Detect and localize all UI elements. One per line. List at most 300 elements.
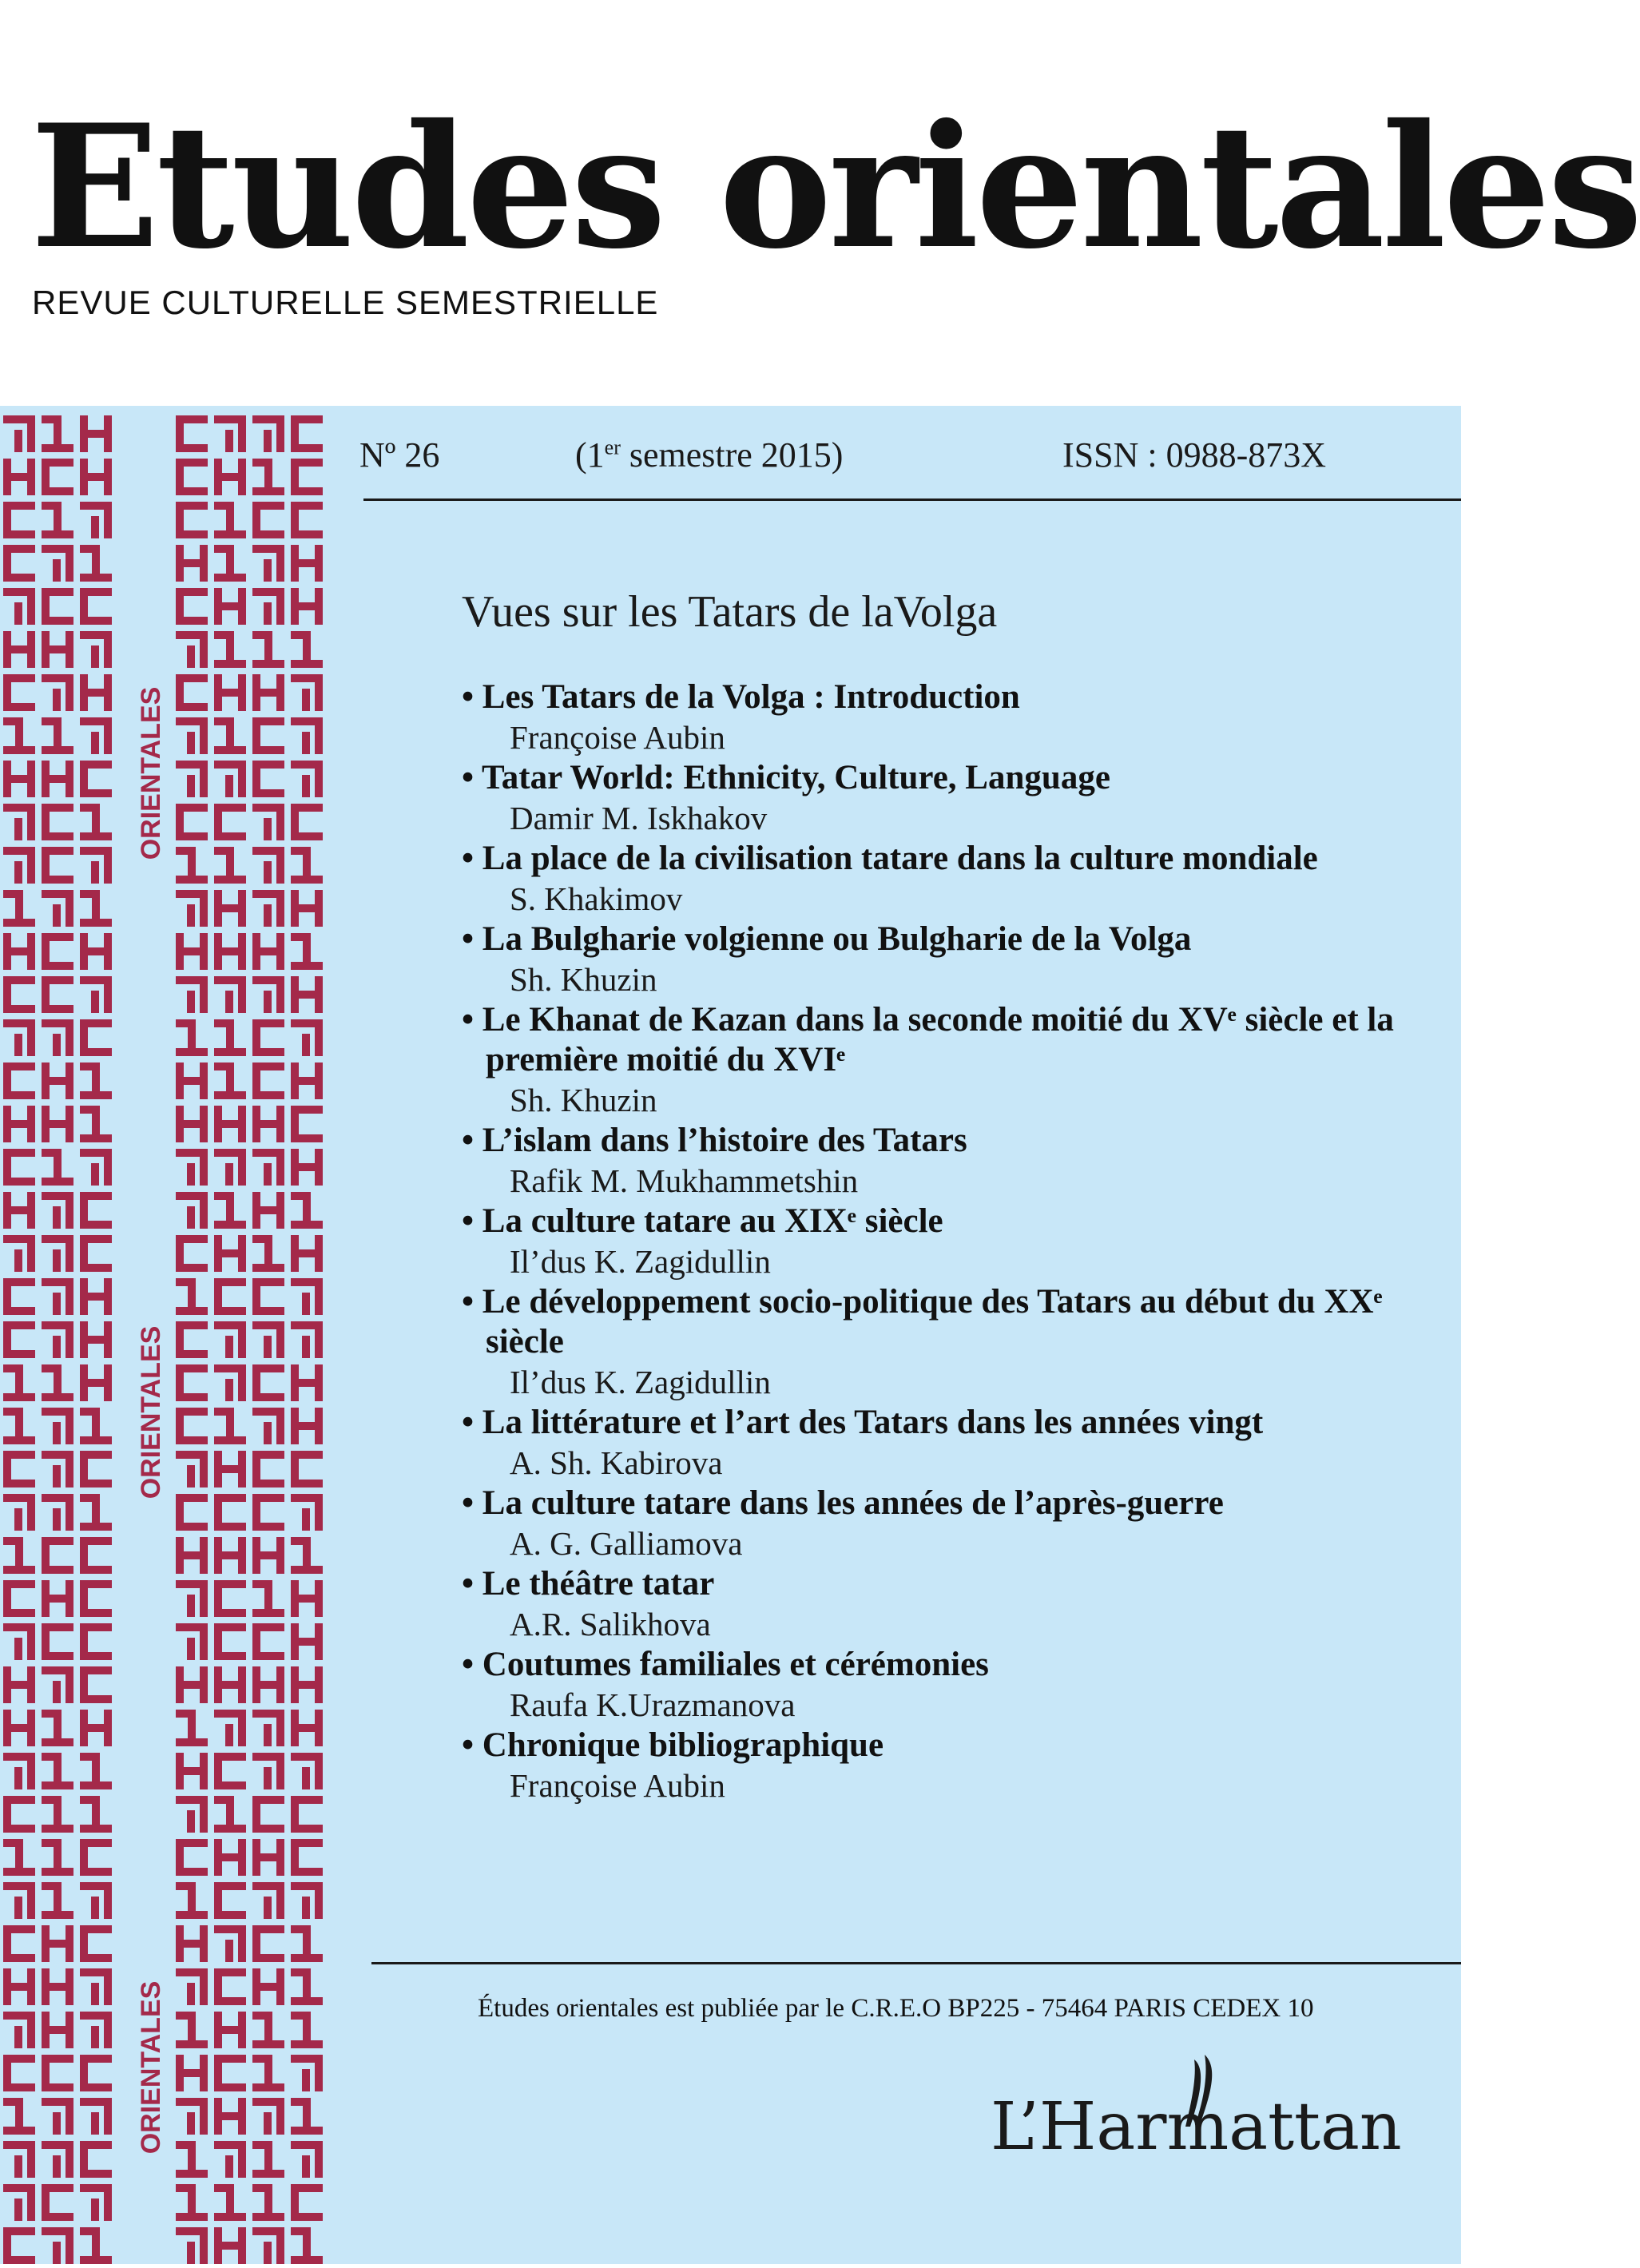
kufic-stroke [42,487,73,495]
kufic-stroke [291,2098,305,2106]
kufic-stroke [27,761,35,797]
kufic-stroke [315,1149,323,1186]
kufic-stroke [176,1393,208,1401]
kufic-stroke [104,459,112,495]
kufic-stroke [200,1580,208,1617]
kufic-stroke [80,1221,112,1229]
kufic-stroke [238,1537,246,1574]
kufic-stroke [3,530,35,538]
kufic-stroke [27,1106,35,1142]
kufic-stroke [252,1393,284,1401]
kufic-stroke [276,545,284,582]
kufic-stroke [3,2098,18,2106]
kufic-stroke [315,1753,323,1789]
kufic-stroke [42,717,56,725]
kufic-stroke [42,962,73,970]
kufic-stroke [315,976,323,1013]
kufic-stroke [291,2012,305,2020]
kufic-stroke [200,631,208,668]
kufic-stroke [276,1968,284,2005]
kufic-stroke [315,1580,323,1617]
kufic-stroke [214,2184,228,2192]
kufic-stroke [200,1106,208,1142]
kufic-stroke [291,2213,323,2221]
kufic-stroke [187,1206,195,1229]
kufic-stroke [14,602,22,625]
kufic-stroke [238,1321,246,1358]
kufic-stroke [176,703,208,711]
kufic-stroke [264,559,272,582]
kufic-stroke [315,1019,323,1056]
kufic-stroke [80,1796,94,1804]
toc-entry-author: Il’dus K. Zagidullin [510,1364,771,1400]
kufic-stroke [214,631,228,639]
kufic-stroke [3,1954,35,1962]
kufic-stroke [27,2184,35,2221]
kufic-stroke [3,1350,35,1358]
kufic-stroke [104,1968,112,2005]
kufic-stroke [42,1710,56,1718]
kufic-stroke [42,1652,73,1660]
kufic-stroke [252,1652,284,1660]
kufic-stroke [264,2242,272,2264]
kufic-stroke [264,1767,272,1789]
kufic-stroke [3,1307,35,1315]
kufic-stroke [53,1336,61,1358]
kufic-stroke [276,1408,284,1444]
kufic-stroke [187,1810,195,1833]
toc-entry-author: Il’dus K. Zagidullin [510,1243,771,1280]
issn: ISSN : 0988-873X [1062,435,1327,475]
kufic-stroke [200,1063,208,1099]
kufic-stroke [291,444,323,452]
toc-entry [462,1726,1420,1806]
kufic-stroke [214,1609,246,1617]
kufic-stroke [291,487,323,495]
semester-sup: er [604,435,621,459]
kufic-stroke [176,1523,208,1531]
kufic-stroke [91,2198,99,2221]
issue-info [359,435,1430,483]
kufic-stroke [276,1537,284,1574]
kufic-stroke [276,890,284,927]
kufic-stroke [200,1149,208,1186]
kufic-stroke [225,2155,233,2178]
toc-entry-title: • Coutumes familiales et cérémonies [462,1646,989,1683]
kufic-stroke [80,1695,112,1703]
kufic-stroke [53,1249,61,1272]
kufic-stroke [238,1149,246,1186]
kufic-stroke [238,761,246,797]
kufic-stroke [80,2083,112,2091]
kufic-stroke [104,1321,112,1358]
toc-entry [462,1484,1420,1564]
kufic-stroke [66,545,73,582]
kufic-stroke [276,1149,284,1186]
kufic-stroke [91,2112,99,2135]
kufic-stroke [176,1436,208,1444]
kufic-stroke [291,1537,305,1545]
kufic-stroke [302,689,310,711]
toc-entry-title: • La Bulgharie volgienne ou Bulgharie de la Volga [462,920,1192,958]
kufic-stroke [291,631,305,639]
kufic-stroke [264,430,272,452]
kufic-stroke [276,2098,284,2135]
kufic-stroke [53,904,61,927]
kufic-stroke [176,617,208,625]
kufic-stroke [252,1580,267,1588]
kufic-stroke [225,991,233,1013]
kufic-stroke [3,1091,35,1099]
kufic-stroke [53,1034,61,1056]
kufic-stroke [80,1494,94,1502]
kufic-stroke [27,1623,35,1660]
kufic-stroke [214,717,228,725]
toc-entry [462,1564,1420,1645]
kufic-stroke [252,1307,284,1315]
kufic-stroke [315,1408,323,1444]
kufic-stroke [315,1235,323,1272]
kufic-stroke [252,1091,284,1099]
kufic-stroke [3,1408,18,1416]
kufic-stroke [302,1767,310,1789]
kufic-stroke [42,832,73,840]
toc-entry-title: • L’islam dans l’histoire des Tatars [462,1122,967,1159]
kufic-stroke [42,1364,56,1372]
kufic-stroke [80,804,94,812]
kufic-stroke [66,1925,73,1962]
kufic-stroke [238,459,246,495]
kufic-stroke [80,1868,112,1876]
kufic-stroke [291,1825,323,1833]
kufic-stroke [176,487,208,495]
kufic-stroke [66,1968,73,2005]
kufic-stroke [214,502,228,510]
kufic-stroke [214,1408,228,1416]
kufic-stroke [66,674,73,711]
kufic-stroke [27,933,35,970]
kufic-stroke [104,1710,112,1746]
kufic-stroke [252,2184,267,2192]
toc-entry-author: Rafik M. Mukhammetshin [510,1162,859,1199]
toc-entry-author: A. G. Galliamova [510,1525,743,1562]
kufic-stroke [80,1609,112,1617]
toc-entry-author: S. Khakimov [510,880,683,917]
kufic-stroke [14,1249,22,1272]
kufic-stroke [3,1005,35,1013]
kufic-stroke [225,1724,233,1746]
kufic-stroke [200,1623,208,1660]
kufic-stroke [27,1192,35,1229]
kufic-stroke [91,1983,99,2005]
kufic-stroke [53,2155,61,2178]
toc-entry-title: • Les Tatars de la Volga : Introduction [462,678,1020,716]
kufic-stroke [104,2098,112,2135]
kufic-stroke [80,545,94,553]
kufic-stroke [276,1321,284,1358]
strip-label: ORIENTALES [136,1325,166,1499]
kufic-stroke [291,933,305,941]
kufic-stroke [187,2242,195,2264]
kufic-stroke [252,746,284,754]
kufic-stroke [27,1494,35,1531]
kufic-stroke [214,1781,246,1789]
kufic-stroke [214,832,246,840]
kufic-stroke [187,645,195,668]
issue-theme: Vues sur les Tatars de laVolga [462,587,998,637]
kufic-stroke [176,847,190,855]
kufic-stroke [42,617,73,625]
toc-entry [462,677,1420,758]
top-divider [363,498,1461,501]
kufic-stroke [291,847,305,855]
kufic-stroke [176,2141,190,2149]
kufic-stroke [252,631,267,639]
kufic-stroke [276,1882,284,1919]
kufic-stroke [302,1034,310,1056]
kufic-stroke [66,1063,73,1099]
kufic-stroke [80,890,94,898]
kufic-stroke [225,1163,233,1186]
kufic-stroke [200,1537,208,1574]
kufic-stroke [264,1724,272,1746]
toc-entry [462,1000,1420,1121]
kufic-stroke [3,574,35,582]
kufic-stroke [14,861,22,884]
kufic-stroke [276,976,284,1013]
kufic-stroke [14,2198,22,2221]
kufic-stroke [53,559,61,582]
bottom-divider [371,1962,1461,1964]
kufic-stroke [276,1753,284,1789]
toc-entry-author: Françoise Aubin [510,1767,725,1804]
kufic-stroke [214,1307,246,1315]
kufic-stroke [214,2083,246,2091]
kufic-stroke [42,1005,73,1013]
kufic-stroke [315,1882,323,1919]
kufic-stroke [53,689,61,711]
kufic-stroke [176,1278,190,1286]
kufic-stroke [302,2155,310,2178]
kufic-stroke [238,588,246,625]
kufic-stroke [42,2083,73,2091]
kufic-stroke [200,2098,208,2135]
toc-entry-title: • La culture tatare au XIXᵉ siècle [462,1202,943,1240]
kufic-stroke [80,789,112,797]
kufic-stroke [302,1508,310,1531]
kufic-stroke [238,890,246,927]
kufic-stroke [66,1235,73,1272]
toc-entry-title: • Le Khanat de Kazan dans la seconde moitié du XVᵉ siècle et la première moitié du XVIᵉ [462,1001,1394,1078]
kufic-stroke [264,991,272,1013]
kufic-stroke [276,1192,284,1229]
kufic-stroke [214,545,228,553]
kufic-stroke [104,502,112,538]
kufic-stroke [238,1666,246,1703]
kufic-stroke [214,1796,228,1804]
kufic-stroke [53,1206,61,1229]
kufic-stroke [66,761,73,797]
kufic-stroke [91,2026,99,2048]
kufic-stroke [200,1666,208,1703]
kufic-stroke [66,1580,73,1617]
kufic-stroke [176,1710,190,1718]
kufic-stroke [80,1954,112,1962]
kufic-stroke [315,2141,323,2178]
kufic-stroke [252,1480,284,1488]
kufic-stroke [291,1925,305,1933]
toc-entry-title: • La place de la civilisation tatare dans la culture mondiale [462,840,1318,877]
kufic-stroke [27,804,35,840]
kufic-stroke [200,1451,208,1488]
toc-entry-title: • Le développement socio-politique des Tatars au début du XXᵉ siècle [462,1283,1383,1360]
kufic-stroke [104,847,112,884]
kufic-stroke [42,415,56,423]
kufic-stroke [53,1293,61,1315]
toc-entry [462,1645,1420,1726]
kufic-stroke [3,1839,18,1847]
kufic-stroke [291,2227,305,2235]
kufic-pattern [0,406,329,2264]
kufic-stroke [200,717,208,754]
kufic-stroke [200,1968,208,2005]
kufic-stroke [80,1566,112,1574]
toc-entry [462,920,1420,1000]
kufic-stroke [238,1710,246,1746]
kufic-stroke [200,545,208,582]
kufic-stroke [276,847,284,884]
kufic-stroke [225,1336,233,1358]
kufic-stroke [14,430,22,452]
kufic-stroke [80,1408,94,1416]
kufic-stroke [42,1753,56,1761]
kufic-stroke [42,1566,73,1574]
kufic-stroke [91,861,99,884]
kufic-stroke [176,1868,208,1876]
kufic-stroke [3,2256,35,2264]
toc-entry-title: • Le théâtre tatar [462,1565,715,1603]
kufic-stroke [276,1839,284,1876]
kufic-stroke [66,2098,73,2135]
kufic-stroke [80,2227,94,2235]
kufic-stroke [214,1911,246,1919]
kufic-stroke [200,1192,208,1229]
kufic-stroke [66,1278,73,1315]
kufic-stroke [225,775,233,797]
kufic-stroke [42,2213,73,2221]
toc-entry [462,1202,1420,1282]
kufic-stroke [238,2227,246,2264]
kufic-stroke [14,2026,22,2048]
kufic-stroke [53,1422,61,1444]
kufic-stroke [3,717,18,725]
toc-entry-author: Françoise Aubin [510,719,725,756]
kufic-stroke [238,2141,246,2178]
kufic-stroke [238,976,246,1013]
kufic-stroke [252,789,284,797]
kufic-stroke [42,1149,56,1157]
kufic-stroke [238,933,246,970]
kufic-stroke [315,545,323,582]
kufic-stroke [291,832,323,840]
kufic-stroke [187,904,195,927]
kufic-stroke [214,1063,228,1070]
kufic-stroke [238,1106,246,1142]
kufic-stroke [315,1278,323,1315]
kufic-stroke [80,1063,94,1070]
kufic-stroke [66,1666,73,1703]
kufic-stroke [3,1825,35,1833]
kufic-stroke [200,1753,208,1789]
toc-entry [462,1403,1420,1484]
kufic-stroke [276,415,284,452]
kufic-stroke [315,1623,323,1660]
kufic-stroke [66,1451,73,1488]
kufic-stroke [14,1508,22,1531]
semester-suffix: semestre 2015) [620,435,844,475]
kufic-stroke [53,1508,61,1531]
kufic-stroke [200,976,208,1013]
kufic-stroke [53,2112,61,2135]
kufic-stroke [200,933,208,970]
kufic-stroke [276,1106,284,1142]
kufic-stroke [104,2184,112,2221]
kufic-stroke [315,588,323,625]
kufic-stroke [80,1048,112,1056]
kufic-stroke [104,2012,112,2048]
kufic-stroke [66,2227,73,2264]
kufic-stroke [187,732,195,754]
kufic-stroke [176,1350,208,1358]
kufic-stroke [80,2170,112,2178]
toc-entry-title: • Chronique bibliographique [462,1726,884,1764]
logo-text: L’Harmattan [991,2089,1402,2165]
kufic-stroke [176,2012,190,2020]
kufic-stroke [238,2012,246,2048]
kufic-stroke [302,1293,310,1315]
toc-entry [462,758,1420,839]
kufic-stroke [3,1364,18,1372]
kufic-stroke [53,1681,61,1703]
kufic-stroke [315,1666,323,1703]
kufic-stroke [276,1710,284,1746]
kufic-stroke [27,588,35,625]
kufic-stroke [252,1523,284,1531]
kufic-stroke [302,1897,310,1919]
kufic-stroke [176,1019,190,1027]
kufic-stroke [3,1178,35,1186]
kufic-stroke [252,1825,284,1833]
kufic-stroke [187,991,195,1013]
kufic-stroke [238,2098,246,2135]
kufic-stroke [302,1336,310,1358]
kufic-stroke [276,804,284,840]
kufic-stroke [3,1480,35,1488]
toc-entry-title: • Tatar World: Ethnicity, Culture, Language [462,759,1110,796]
kufic-stroke [42,502,56,510]
kufic-stroke [315,1321,323,1358]
kufic-stroke [27,459,35,495]
kufic-stroke [80,617,112,625]
kufic-stroke [238,1235,246,1272]
strip-label: ORIENTALES [136,686,166,860]
kufic-stroke [200,1796,208,1833]
kufic-stroke [200,2227,208,2264]
kufic-stroke [27,1968,35,2005]
kufic-stroke [264,1422,272,1444]
kufic-stroke [66,2141,73,2178]
kufic-stroke [27,2141,35,2178]
